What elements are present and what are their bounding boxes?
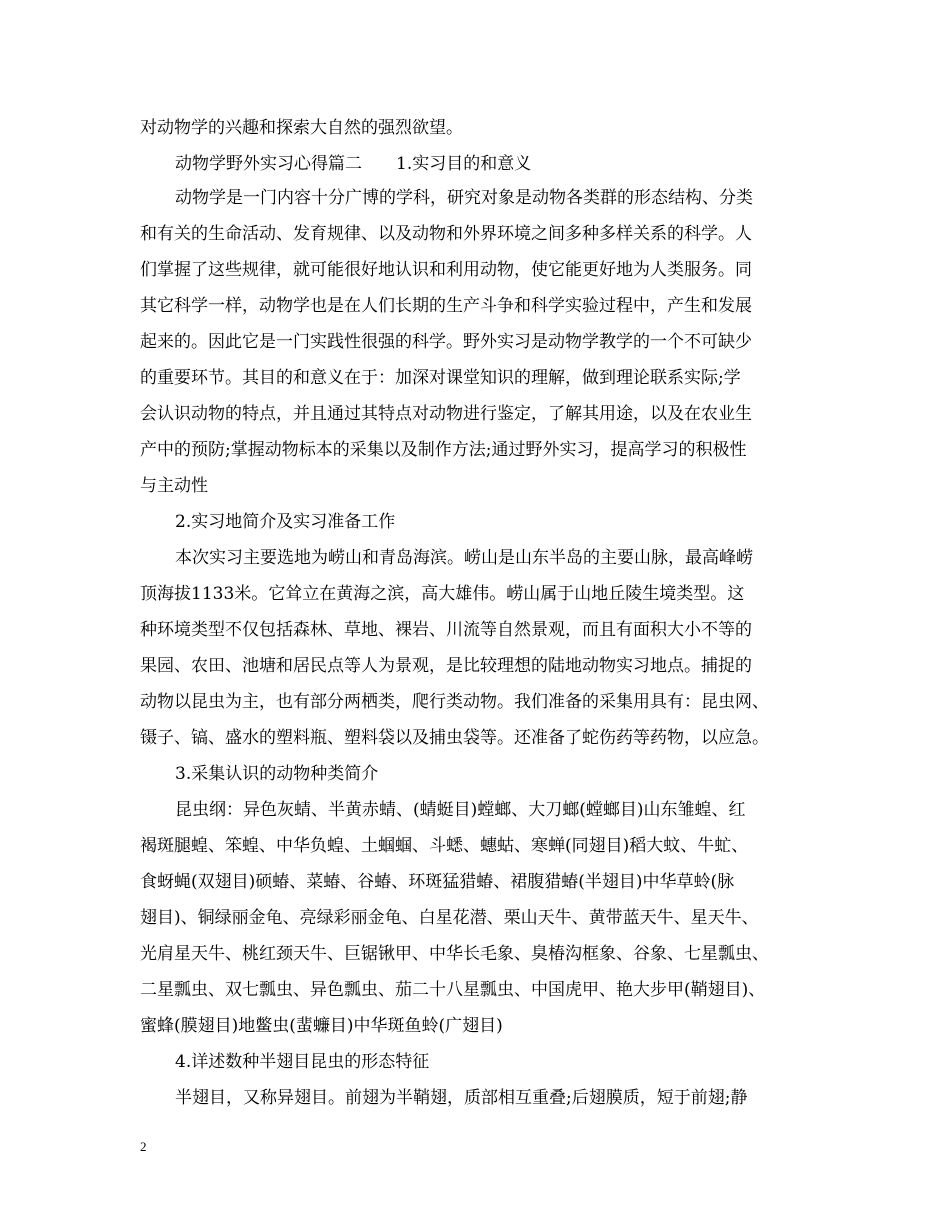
text-line: 和有关的生命活动、发育规律、以及动物和外界环境之间多种多样关系的科学。人 bbox=[140, 224, 752, 244]
text-line: 食蚜蝇(双翅目)硕蝽、菜蝽、谷蝽、环斑猛猎蝽、裙腹猎蝽(半翅目)中华草蛉(脉 bbox=[140, 872, 735, 892]
text-line: 会认识动物的特点，并且通过其特点对动物进行鉴定，了解其用途，以及在农业生 bbox=[140, 404, 752, 424]
text-line: 的重要环节。其目的和意义在于：加深对课堂知识的理解，做到理论联系实际;学 bbox=[140, 368, 741, 388]
text-line: 动物学是一门内容十分广博的学科，研究对象是动物各类群的形态结构、分类 bbox=[175, 188, 753, 208]
text-line: 褐斑腿蝗、笨蝗、中华负蝗、土蝈蝈、斗蟋、蟪蛄、寒蝉(同翅目)稻大蚊、牛虻、 bbox=[140, 836, 749, 856]
text-line: 们掌握了这些规律，就可能很好地认识和利用动物，使它能更好地为人类服务。同 bbox=[140, 260, 752, 280]
text-line: 果园、农田、池塘和居民点等人为景观，是比较理想的陆地动物实习地点。捕捉的 bbox=[140, 656, 752, 676]
text-line: 顶海拔1133米。它耸立在黄海之滨，高大雄伟。崂山属于山地丘陵生境类型。这 bbox=[140, 584, 745, 604]
text-line: 昆虫纲：异色灰蜻、半黄赤蜻、(蜻蜓目)螳螂、大刀螂(螳螂目)山东雏蝗、红 bbox=[175, 800, 746, 820]
text-line: 与主动性 bbox=[140, 476, 208, 496]
section-heading: 2.实习地简介及实习准备工作 bbox=[175, 512, 396, 532]
text-line: 本次实习主要选地为崂山和青岛海滨。崂山是山东半岛的主要山脉，最高峰崂 bbox=[175, 548, 753, 568]
text-line: 镊子、镐、盛水的塑料瓶、塑料袋以及捕虫袋等。还准备了蛇伤药等药物，以应急。 bbox=[140, 728, 769, 748]
text-line: 蜜蜂(膜翅目)地鳖虫(蜚蠊目)中华斑鱼蛉(广翅目) bbox=[140, 1016, 503, 1036]
text-line: 动物以昆虫为主，也有部分两栖类，爬行类动物。我们准备的采集用具有：昆虫网、 bbox=[140, 692, 769, 712]
section-heading: 4.详述数种半翅目昆虫的形态特征 bbox=[175, 1052, 430, 1072]
text-line: 产中的预防;掌握动物标本的采集以及制作方法;通过野外实习，提高学习的积极性 bbox=[140, 440, 747, 460]
page-number: 2 bbox=[140, 1139, 147, 1154]
text-line: 二星瓢虫、双七瓢虫、异色瓢虫、茄二十八星瓢虫、中国虎甲、艳大步甲(鞘翅目)、 bbox=[140, 980, 766, 1000]
text-line: 其它科学一样，动物学也是在人们长期的生产斗争和科学实验过程中，产生和发展 bbox=[140, 296, 752, 316]
text-line: 半翅目，又称异翅目。前翅为半鞘翅，质部相互重叠;后翅膜质，短于前翅;静 bbox=[175, 1088, 748, 1108]
section-heading: 动物学野外实习心得篇二 1.实习目的和意义 bbox=[175, 154, 532, 174]
text-line: 光肩星天牛、桃红颈天牛、巨锯锹甲、中华长毛象、臭椿沟框象、谷象、七星瓢虫、 bbox=[140, 944, 769, 964]
text-line: 起来的。因此它是一门实践性很强的科学。野外实习是动物学教学的一个不可缺少 bbox=[140, 332, 752, 352]
text-line: 翅目)、铜绿丽金龟、亮绿彩丽金龟、白星花潜、栗山天牛、黄带蓝天牛、星天牛、 bbox=[140, 908, 759, 928]
text-line: 对动物学的兴趣和探索大自然的强烈欲望。 bbox=[140, 118, 463, 138]
text-line: 种环境类型不仅包括森林、草地、裸岩、川流等自然景观，而且有面积大小不等的 bbox=[140, 620, 752, 640]
section-heading: 3.采集认识的动物种类简介 bbox=[175, 764, 379, 784]
